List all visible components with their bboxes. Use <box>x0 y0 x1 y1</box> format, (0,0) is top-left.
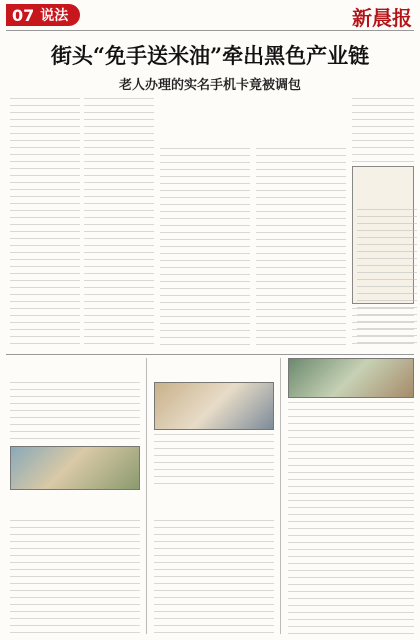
right-column <box>288 402 414 634</box>
lead-headline: 街头“免手送米油”牵出黑色产业链 <box>50 43 370 68</box>
section-name: 说法 <box>40 8 69 24</box>
left-top-photo <box>10 446 140 490</box>
section-divider <box>6 354 414 355</box>
lead-column-3-text <box>352 98 414 162</box>
page-header <box>0 0 420 30</box>
section-tag <box>6 4 80 26</box>
mid-top-photo <box>154 382 274 430</box>
lead-column-1 <box>10 98 80 348</box>
lead-column-4-text <box>352 308 414 350</box>
lead-column-2-text <box>84 98 154 348</box>
mid-top-text <box>154 434 274 490</box>
lead-column-4 <box>352 308 414 350</box>
lead-column-3 <box>352 98 414 162</box>
left-top-text <box>10 382 140 442</box>
column-divider-2 <box>280 358 281 634</box>
section-number: 07 <box>12 5 35 25</box>
mid-bottom-column <box>154 520 274 634</box>
left-top-column <box>10 382 140 442</box>
lead-subhead: 老人办理的实名手机卡竟被调包 <box>118 78 301 93</box>
column-divider-1 <box>146 358 147 634</box>
feature-column-2 <box>256 148 346 348</box>
right-photo <box>288 358 414 398</box>
masthead-logo: 新晨报 <box>352 6 412 30</box>
right-text <box>288 402 414 634</box>
lead-column-2 <box>84 98 154 348</box>
lead-column-1-text <box>10 98 80 348</box>
mid-top-column <box>154 434 274 490</box>
header-rule <box>6 30 414 31</box>
left-bottom-column <box>10 520 140 634</box>
feature-column-2-text <box>256 148 346 348</box>
advertisement <box>352 166 414 304</box>
left-bottom-text <box>10 520 140 634</box>
mid-bottom-text <box>154 520 274 634</box>
feature-column-1-text <box>160 148 250 348</box>
feature-column-1 <box>160 148 250 348</box>
